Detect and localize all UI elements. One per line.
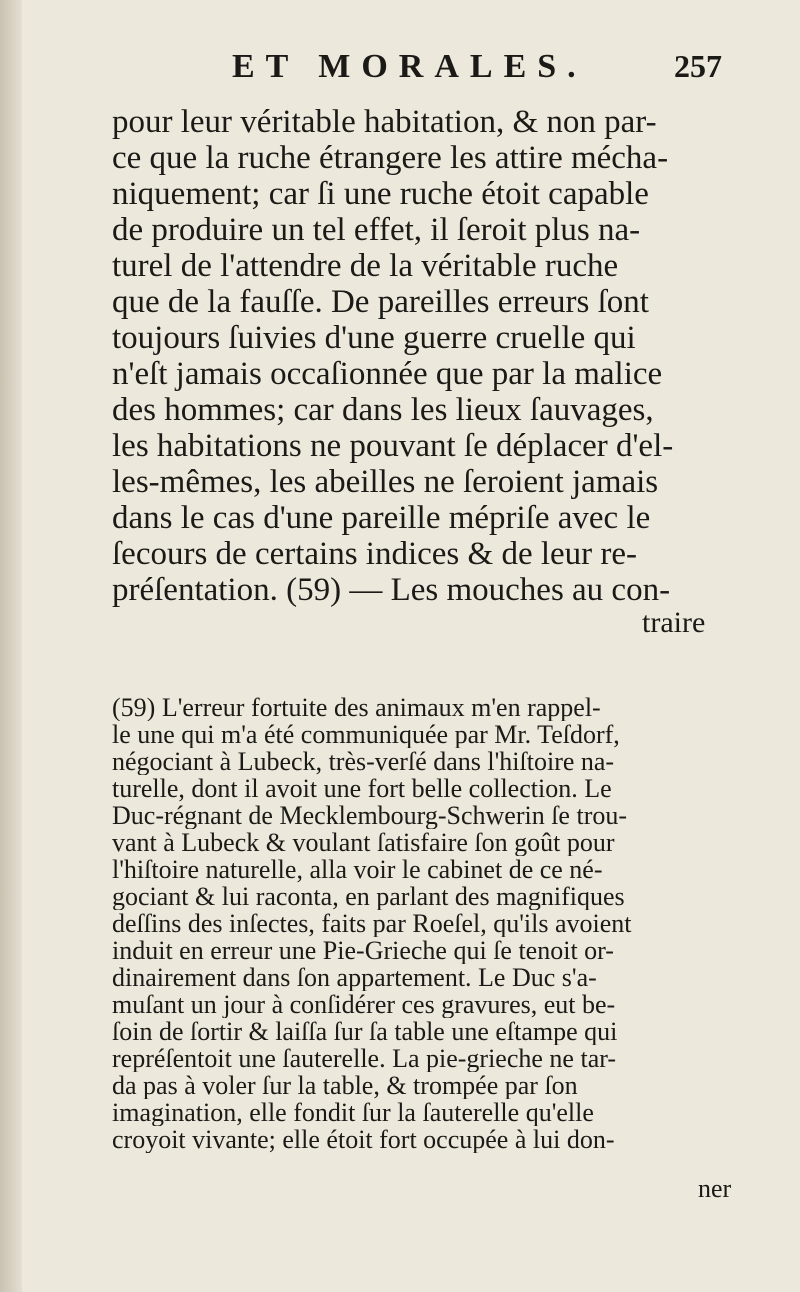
footnote-line: l'hiſtoire naturelle, alla voir le cabinet de ce né- — [112, 856, 603, 883]
text-line: des hommes; car dans les lieux ſauvages, — [112, 392, 654, 428]
footnote-line: ſoin de ſortir & laiſſa ſur ſa table une eſtampe qui — [112, 1018, 618, 1045]
footnote-line: négociant à Lubeck, très-verſé dans l'hiſtoire na- — [112, 748, 615, 775]
footnote-line: repréſentoit une ſauterelle. La pie-grieche ne tar- — [112, 1045, 617, 1072]
footnote-line: imagination, elle fondit ſur la ſauterelle qu'elle — [112, 1099, 594, 1126]
footnote-line: deſſins des inſectes, faits par Roeſel, qu'ils avoient — [112, 910, 632, 937]
text-line: préſentation. (59) — Les mouches au con- — [112, 572, 671, 608]
footnote-line: induit en erreur une Pie-Grieche qui ſe tenoit or- — [112, 937, 614, 964]
book-page — [22, 0, 800, 1292]
text-line: de produire un tel effet, il ſeroit plus na- — [112, 212, 641, 248]
footnote-line: gociant & lui raconta, en parlant des magnifiques — [112, 883, 625, 910]
text-line: dans le cas d'une pareille mépriſe avec le — [112, 500, 651, 536]
text-line: niquement; car ſi une ruche étoit capable — [112, 176, 649, 212]
footnote-line: croyoit vivante; elle étoit fort occupée à lui don- — [112, 1126, 615, 1153]
text-line: n'eſt jamais occaſionnée que par la malice — [112, 356, 663, 392]
text-line: turel de l'attendre de la véritable ruche — [112, 248, 619, 284]
footnote-line: turelle, dont il avoit une fort belle collection. Le — [112, 775, 612, 802]
footnote — [112, 694, 752, 1153]
footnote-line: le une qui m'a été communiquée par Mr. Teſdorf, — [112, 721, 620, 748]
text-line: les habitations ne pouvant ſe déplacer d'el- — [112, 428, 674, 464]
text-line: ſecours de certains indices & de leur re- — [112, 536, 638, 572]
footnote-line: muſant un jour à conſidérer ces gravures, eut be- — [112, 991, 616, 1018]
binding-gutter — [0, 0, 22, 1292]
footnote-line: vant à Lubeck & voulant ſatisfaire ſon goût pour — [112, 829, 615, 856]
text-line: pour leur véritable habitation, & non par- — [112, 104, 657, 140]
footnote-line: (59) L'erreur fortuite des animaux m'en rappel- — [112, 694, 601, 721]
main-text — [112, 104, 732, 608]
footnote-line: Duc-régnant de Mecklembourg-Schwerin ſe trou- — [112, 802, 628, 829]
text-line: que de la fauſſe. De pareilles erreurs ſont — [112, 284, 649, 320]
text-line: toujours ſuivies d'une guerre cruelle qui — [112, 320, 636, 356]
footnote-line: da pas à voler ſur la table, & trompée par ſon — [112, 1072, 578, 1099]
text-line: ce que la ruche étrangere les attire mécha- — [112, 140, 669, 176]
text-line: les-mêmes, les abeilles ne ſeroient jamais — [112, 464, 659, 500]
catchword: traire — [642, 606, 706, 639]
page-header — [202, 48, 722, 98]
footnote-line: dinairement dans ſon appartement. Le Duc s'a- — [112, 964, 597, 991]
footnote-catchword: ner — [698, 1174, 732, 1203]
running-head: ET MORALES. — [232, 48, 587, 85]
page-number: 257 — [674, 48, 722, 84]
